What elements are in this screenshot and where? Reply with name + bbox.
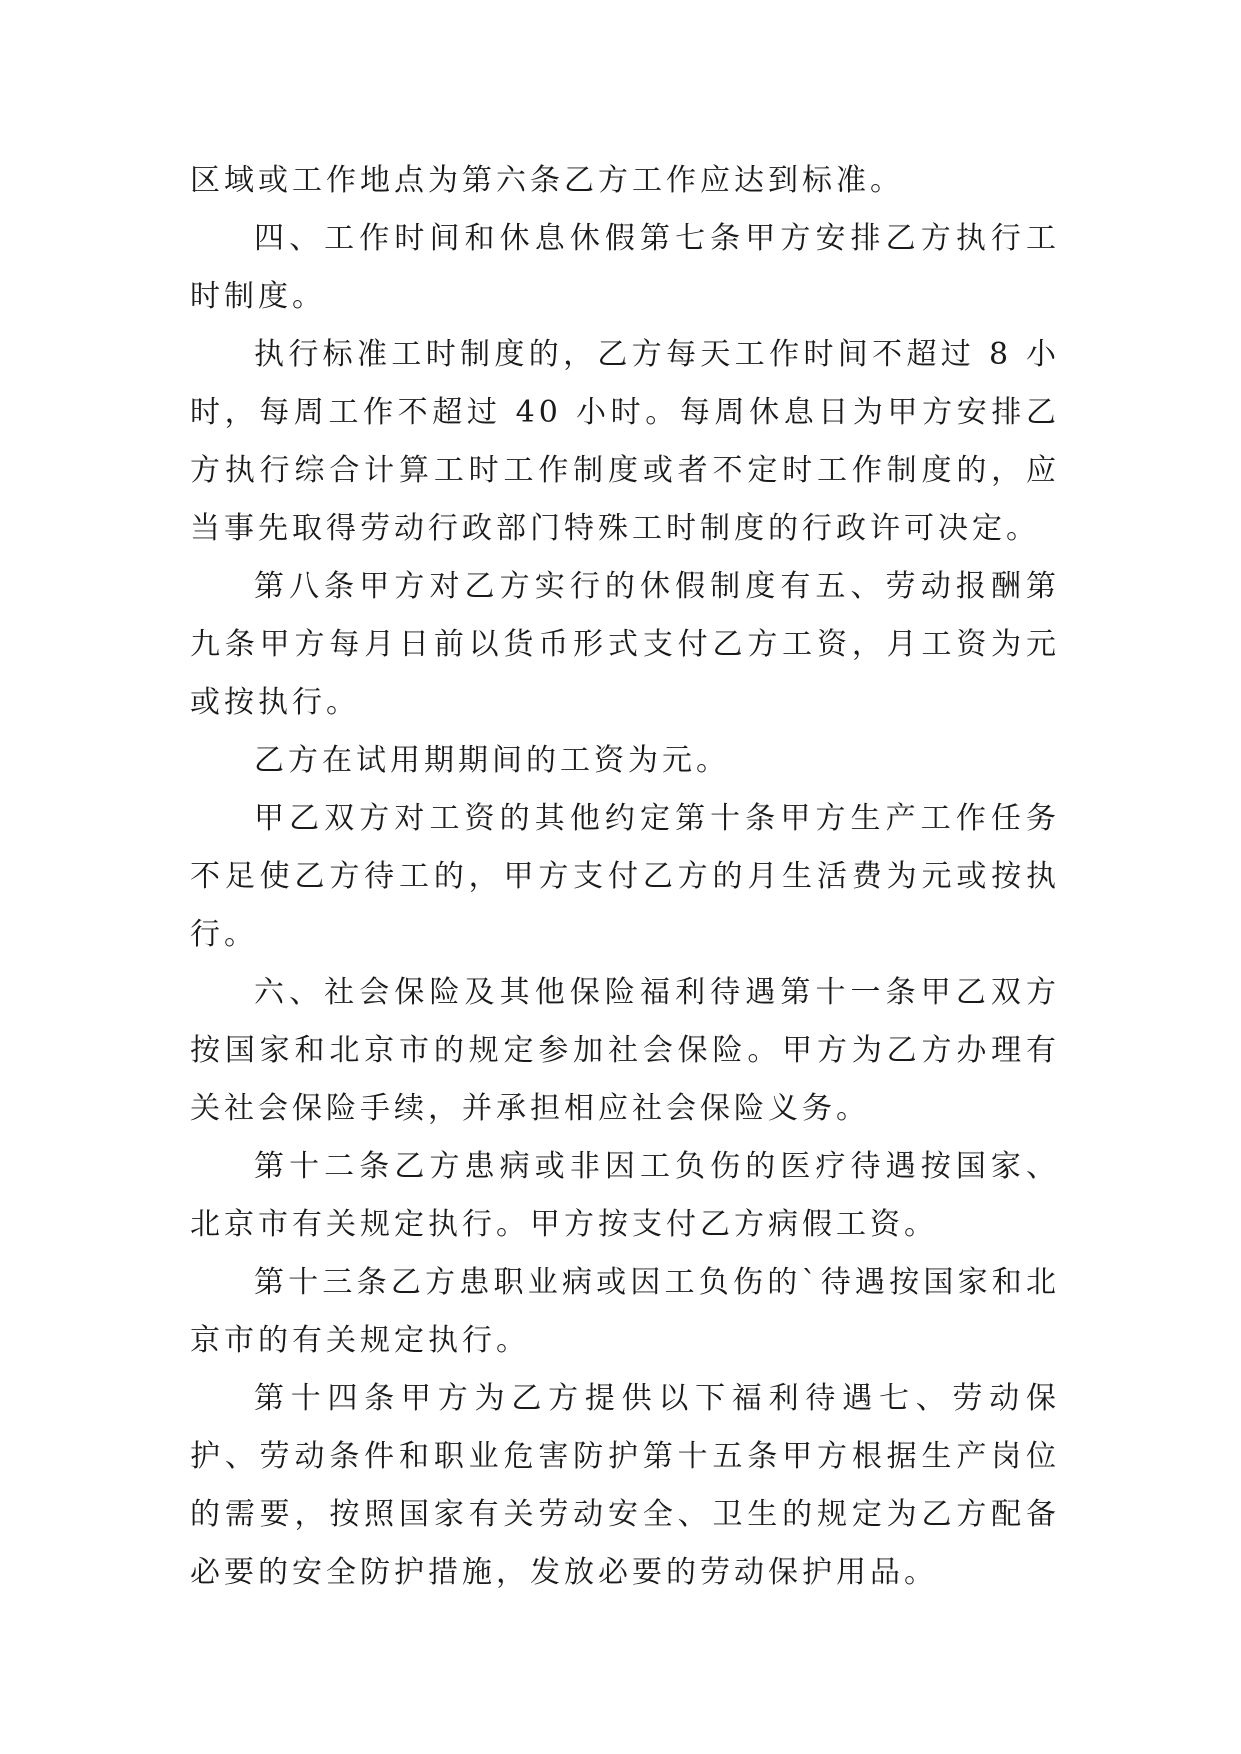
paragraph-10: 第十四条甲方为乙方提供以下福利待遇七、劳动保护、劳动条件和职业危害防护第十五条甲方根据生产岗位的需要，按照国家有关劳动安全、卫生的规定为乙方配备必要的安全防护措施，发放必要的劳动保护用品。: [190, 1381, 1060, 1590]
paragraph-2: 四、工作时间和休息休假第七条甲方安排乙方执行工时制度。: [190, 221, 1060, 314]
paragraph-5: 乙方在试用期期间的工资为元。: [254, 743, 730, 778]
document-body: [190, 152, 1060, 1602]
paragraph-8: 第十二条乙方患病或非因工负伤的医疗待遇按国家、北京市有关规定执行。甲方按支付乙方病假工资。: [190, 1149, 1060, 1242]
paragraph-7: 六、社会保险及其他保险福利待遇第十一条甲乙双方按国家和北京市的规定参加社会保险。甲方为乙方办理有关社会保险手续，并承担相应社会保险义务。: [190, 975, 1060, 1126]
paragraph-3: 执行标准工时制度的，乙方每天工作时间不超过 8 小时，每周工作不超过 40 小时。每周休息日为甲方安排乙方执行综合计算工时工作制度或者不定时工作制度的，应当事先取得劳动行政部门特殊工时制度的行政许可决定。: [190, 337, 1060, 546]
paragraph-6: 甲乙双方对工资的其他约定第十条甲方生产工作任务不足使乙方待工的，甲方支付乙方的月生活费为元或按执行。: [190, 801, 1060, 952]
paragraph-4: 第八条甲方对乙方实行的休假制度有五、劳动报酬第九条甲方每月日前以货币形式支付乙方工资，月工资为元或按执行。: [190, 569, 1060, 720]
paragraph-1: 区域或工作地点为第六条乙方工作应达到标准。: [190, 163, 904, 198]
paragraph-9: 第十三条乙方患职业病或因工负伤的`待遇按国家和北京市的有关规定执行。: [190, 1265, 1060, 1358]
